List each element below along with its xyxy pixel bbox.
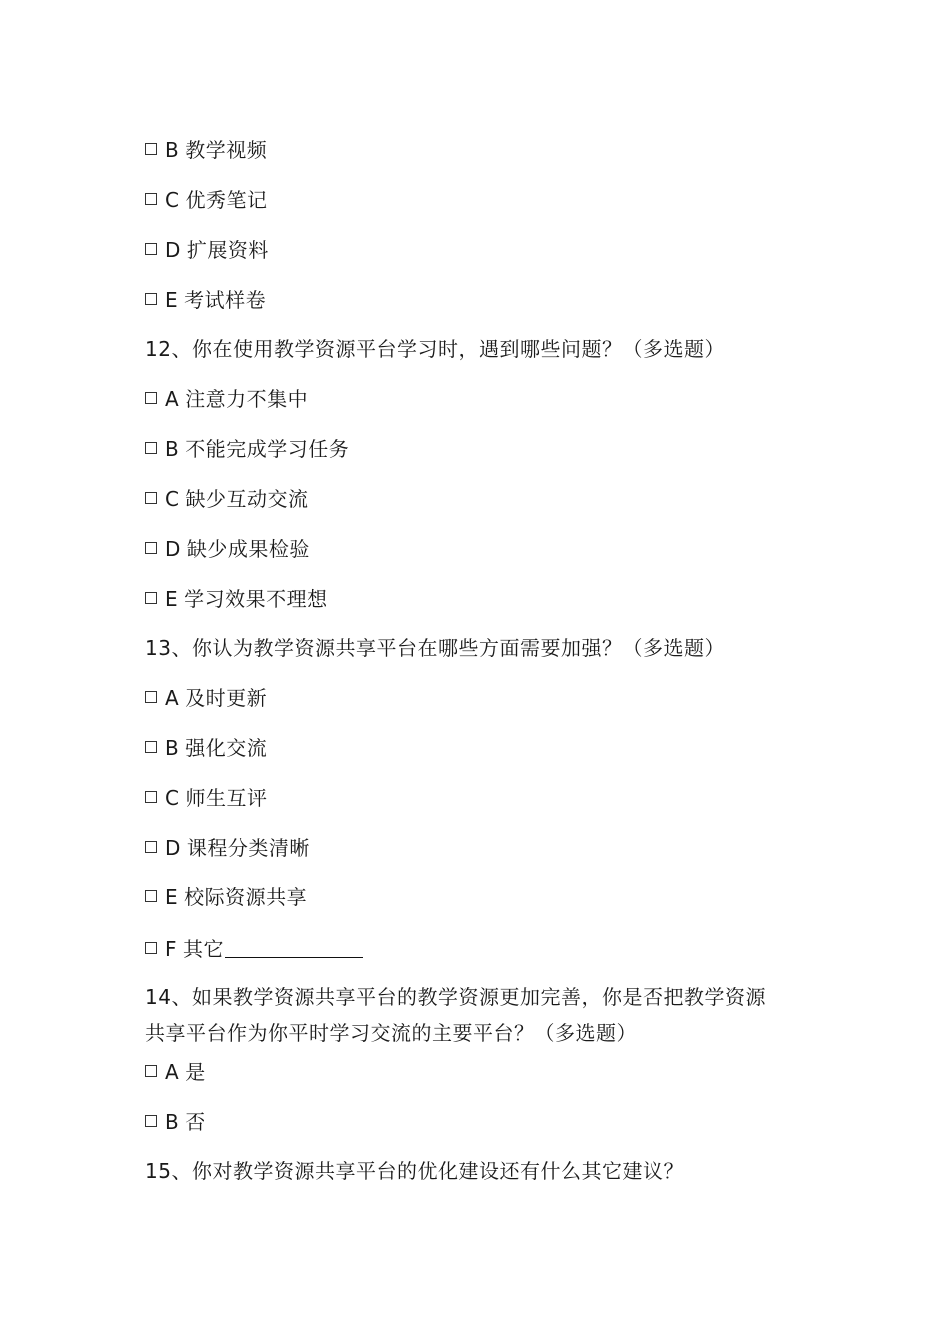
option-label: 注意力不集中 (185, 387, 309, 411)
option-key: D (165, 537, 181, 561)
option-key: C (165, 786, 180, 810)
option-key: E (165, 288, 179, 312)
checkbox[interactable] (145, 741, 157, 753)
option-key: E (165, 885, 179, 909)
option-key: C (165, 188, 180, 212)
option-label: 缺少互动交流 (185, 487, 309, 511)
checkbox[interactable] (145, 791, 157, 803)
option-label: 考试样卷 (184, 288, 267, 312)
option-key: F (165, 937, 178, 961)
option-key: B (165, 437, 180, 461)
option-label: 否 (185, 1110, 206, 1134)
checkbox[interactable] (145, 442, 157, 454)
checkbox[interactable] (145, 592, 157, 604)
option-label: 不能完成学习任务 (185, 437, 350, 461)
option-q13-d[interactable] (145, 836, 310, 860)
option-key: B (165, 138, 180, 162)
option-q12-a[interactable] (145, 387, 308, 411)
checkbox[interactable] (145, 691, 157, 703)
option-q14-a[interactable] (145, 1060, 206, 1084)
option-q13-b[interactable] (145, 736, 267, 760)
option-q13-a[interactable] (145, 686, 267, 710)
checkbox[interactable] (145, 542, 157, 554)
option-key: D (165, 836, 181, 860)
option-q12-c[interactable] (145, 487, 308, 511)
checkbox[interactable] (145, 293, 157, 305)
option-key: A (165, 387, 180, 411)
option-q13-f[interactable] (145, 935, 363, 961)
checkbox[interactable] (145, 841, 157, 853)
option-label: 师生互评 (185, 786, 268, 810)
option-q12-e[interactable] (145, 587, 328, 611)
checkbox[interactable] (145, 942, 157, 954)
checkbox[interactable] (145, 492, 157, 504)
option-q11-e[interactable] (145, 288, 266, 312)
option-q11-d[interactable] (145, 238, 269, 262)
question-14-line-2: 共享平台作为你平时学习交流的主要平台？（多选题） (145, 1021, 637, 1045)
option-label: 教学视频 (185, 138, 268, 162)
option-key: B (165, 1110, 180, 1134)
option-key: C (165, 487, 180, 511)
option-key: B (165, 736, 180, 760)
option-q13-e[interactable] (145, 885, 307, 909)
option-key: A (165, 1060, 180, 1084)
option-q11-b[interactable] (145, 138, 267, 162)
option-label: 扩展资料 (186, 238, 269, 262)
option-label: 强化交流 (185, 736, 268, 760)
checkbox[interactable] (145, 193, 157, 205)
checkbox[interactable] (145, 890, 157, 902)
option-q13-c[interactable] (145, 786, 267, 810)
question-13: 13、你认为教学资源共享平台在哪些方面需要加强？（多选题） (145, 636, 725, 660)
option-label: 学习效果不理想 (184, 587, 328, 611)
checkbox[interactable] (145, 243, 157, 255)
option-label: 优秀笔记 (185, 188, 268, 212)
checkbox[interactable] (145, 1065, 157, 1077)
option-label: 其它 (183, 937, 225, 961)
option-key: E (165, 587, 179, 611)
checkbox[interactable] (145, 392, 157, 404)
option-q14-b[interactable] (145, 1110, 206, 1134)
question-15: 15、你对教学资源共享平台的优化建设还有什么其它建议？ (145, 1159, 684, 1183)
checkbox[interactable] (145, 1115, 157, 1127)
option-q11-c[interactable] (145, 188, 267, 212)
other-fill-in-blank[interactable] (225, 935, 363, 958)
option-key: A (165, 686, 180, 710)
option-q12-d[interactable] (145, 537, 310, 561)
option-label: 缺少成果检验 (186, 537, 310, 561)
question-14-line-1: 14、如果教学资源共享平台的教学资源更加完善，你是否把教学资源 (145, 985, 766, 1009)
question-12: 12、你在使用教学资源平台学习时，遇到哪些问题？（多选题） (145, 337, 725, 361)
option-label: 是 (185, 1060, 206, 1084)
option-q12-b[interactable] (145, 437, 349, 461)
option-key: D (165, 238, 181, 262)
option-label: 及时更新 (185, 686, 268, 710)
checkbox[interactable] (145, 143, 157, 155)
option-label: 课程分类清晰 (186, 836, 310, 860)
option-label: 校际资源共享 (184, 885, 308, 909)
